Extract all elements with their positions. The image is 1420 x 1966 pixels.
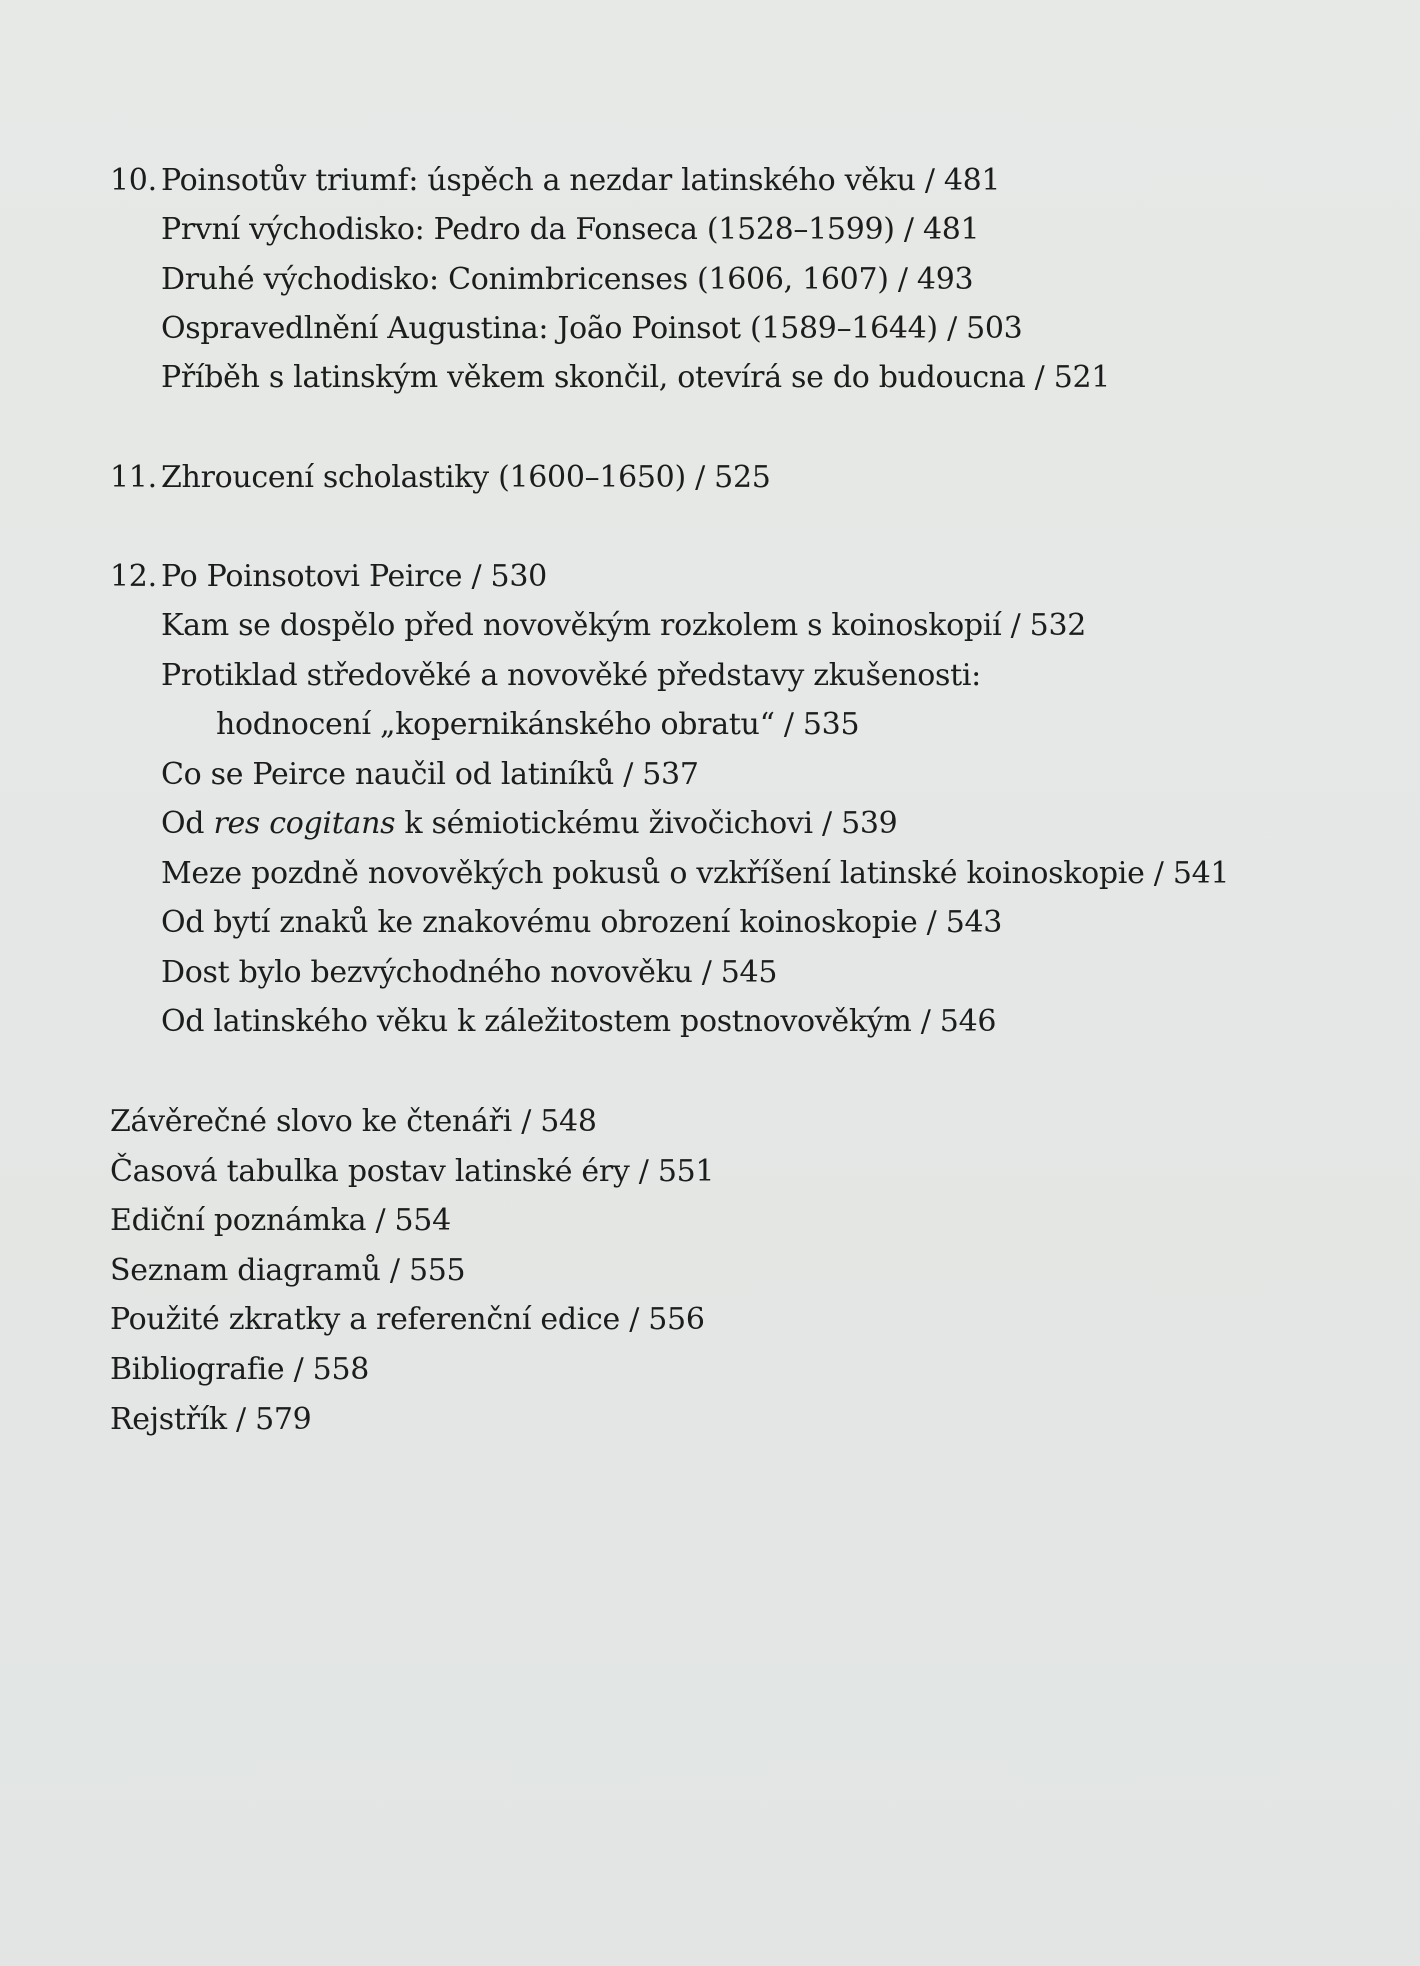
backmatter-entry: Závěrečné slovo ke čtenáři / 548	[110, 1104, 597, 1139]
toc-entry-prefix: Od	[161, 806, 214, 841]
backmatter-entry: Ediční poznámka / 554	[110, 1203, 451, 1238]
toc-entry: Dost bylo bezvýchodného novověku / 545	[161, 955, 778, 990]
backmatter-entry: Seznam diagramů / 555	[110, 1253, 466, 1288]
toc-entry: Od bytí znaků ke znakovému obrození koinoskopie / 543	[161, 905, 1003, 940]
toc-entry: Od latinského věku k záležitostem postnovověkým / 546	[161, 1004, 997, 1039]
toc-entry: Ospravedlnění Augustina: João Poinsot (1589–1644) / 503	[161, 311, 1023, 346]
toc-entry: První východisko: Pedro da Fonseca (1528–1599) / 481	[161, 212, 980, 247]
chapter-10-number: 10.	[110, 163, 157, 198]
chapter-12-title: Po Poinsotovi Peirce / 530	[161, 559, 547, 594]
toc-entry	[161, 799, 897, 849]
chapter-10-title: Poinsotův triumf: úspěch a nezdar latinského věku / 481	[161, 163, 1001, 198]
backmatter-entry: Použité zkratky a referenční edice / 556	[110, 1302, 705, 1337]
chapter-12-number: 12.	[110, 559, 157, 594]
toc-entry-continuation: hodnocení „kopernikánského obratu“ / 535	[216, 707, 860, 742]
toc-entry: Protiklad středověké a novověké představy zkušenosti:	[161, 658, 981, 693]
chapter-11-title: Zhroucení scholastiky (1600–1650) / 525	[161, 460, 771, 495]
toc-entry: Příběh s latinským věkem skončil, otevírá se do budoucna / 521	[161, 360, 1111, 395]
toc-entry: Kam se dospělo před novověkým rozkolem s koinoskopií / 532	[161, 608, 1087, 643]
backmatter-entry: Bibliografie / 558	[110, 1352, 370, 1387]
toc-entry: Druhé východisko: Conimbricenses (1606, 1607) / 493	[161, 262, 974, 297]
toc-entry-italic-term: res cogitans	[213, 806, 396, 841]
toc-entry-suffix: k sémiotickému živočichovi / 539	[395, 806, 898, 841]
backmatter-entry: Rejstřík / 579	[110, 1402, 312, 1437]
toc-entry: Meze pozdně novověkých pokusů o vzkříšení latinské koinoskopie / 541	[161, 856, 1230, 891]
toc-entry: Co se Peirce naučil od latiníků / 537	[161, 757, 699, 792]
chapter-11-number: 11.	[110, 460, 157, 495]
backmatter-entry: Časová tabulka postav latinské éry / 551	[110, 1154, 715, 1189]
